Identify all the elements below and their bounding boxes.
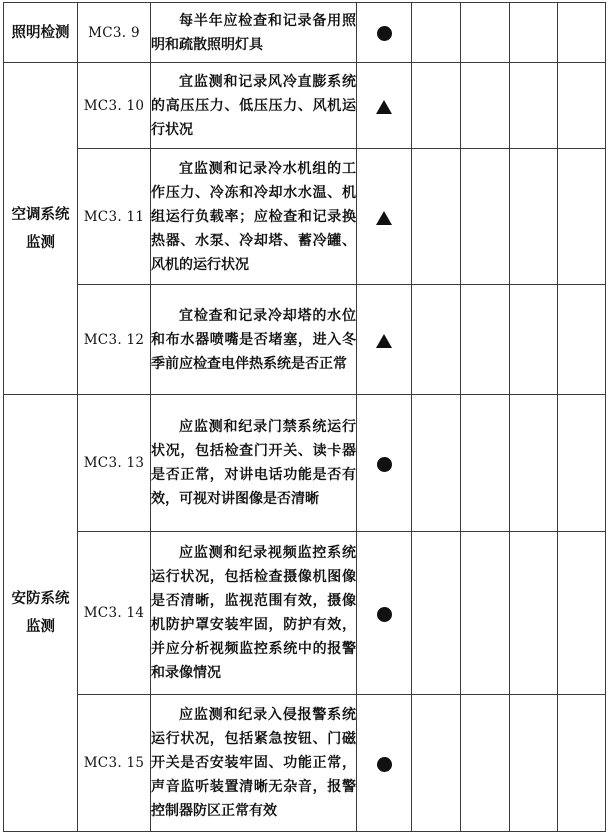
empty-cell <box>412 149 461 285</box>
description-cell <box>151 532 357 695</box>
item-description: 宜监测和记录风冷直膨系统的高压压力、低压压力、风机运行状况 <box>151 73 356 138</box>
empty-cell <box>510 3 558 63</box>
empty-cell <box>461 3 510 63</box>
empty-cell <box>510 532 558 695</box>
table-row <box>4 3 606 63</box>
code-cell <box>78 532 151 695</box>
empty-cell <box>412 63 461 149</box>
item-description: 每半年应检查和记录备用照明和疏散照明灯具 <box>151 12 356 53</box>
empty-cell <box>558 149 606 285</box>
code-cell <box>78 695 151 832</box>
empty-cell <box>412 285 461 395</box>
empty-cell <box>558 63 606 149</box>
description-cell <box>151 63 357 149</box>
item-code: MC3. 15 <box>83 755 145 771</box>
requirement-cell <box>357 395 412 532</box>
table-row <box>4 63 606 149</box>
filled-circle-icon <box>377 457 392 472</box>
table-row <box>4 149 606 285</box>
table-row <box>4 395 606 532</box>
category-cell <box>4 395 78 832</box>
empty-cell <box>558 395 606 532</box>
category-cell <box>4 63 78 395</box>
code-cell <box>78 63 151 149</box>
table-row <box>4 285 606 395</box>
description-cell <box>151 149 357 285</box>
category-cell <box>4 3 78 63</box>
empty-cell <box>510 395 558 532</box>
filled-circle-icon <box>377 26 392 41</box>
empty-cell <box>461 395 510 532</box>
empty-cell <box>558 695 606 832</box>
triangle-icon <box>376 100 392 114</box>
requirement-cell <box>357 63 412 149</box>
category-label: 照明检测 <box>11 24 70 41</box>
maintenance-spec-table <box>3 2 606 832</box>
empty-cell <box>461 695 510 832</box>
empty-cell <box>412 532 461 695</box>
empty-cell <box>510 695 558 832</box>
code-cell <box>78 149 151 285</box>
empty-cell <box>510 63 558 149</box>
item-code: MC3. 11 <box>83 208 145 225</box>
empty-cell <box>558 285 606 395</box>
requirement-cell <box>357 3 412 63</box>
empty-cell <box>412 695 461 832</box>
item-code: MC3. 12 <box>83 331 145 348</box>
empty-cell <box>510 149 558 285</box>
empty-cell <box>461 285 510 395</box>
empty-cell <box>461 63 510 149</box>
requirement-cell <box>357 532 412 695</box>
filled-circle-icon <box>377 757 392 772</box>
item-code: MC3. 10 <box>83 97 145 114</box>
description-cell <box>151 695 357 832</box>
item-description: 应监测和纪录门禁系统运行状况，包括检查门开关、读卡器是否正常，对讲电话功能是否有效，可视对讲图像是否清晰 <box>151 419 356 507</box>
category-label: 空调系统监测 <box>11 206 70 251</box>
item-code: MC3. 14 <box>83 605 145 621</box>
table-row <box>4 532 606 695</box>
description-cell <box>151 285 357 395</box>
empty-cell <box>461 532 510 695</box>
requirement-cell <box>357 149 412 285</box>
item-code: MC3. 13 <box>83 455 145 471</box>
empty-cell <box>558 3 606 63</box>
empty-cell <box>412 395 461 532</box>
code-cell <box>78 3 151 63</box>
description-cell <box>151 395 357 532</box>
item-code: MC3. 9 <box>88 24 140 41</box>
requirement-cell <box>357 695 412 832</box>
empty-cell <box>412 3 461 63</box>
code-cell <box>78 285 151 395</box>
item-description: 应监测和纪录入侵报警系统运行状况，包括紧急按钮、门磁开关是否安装牢固、功能正常，声音监听装置清晰无杂音，报警控制器防区正常有效 <box>151 707 356 819</box>
code-cell <box>78 395 151 532</box>
triangle-icon <box>376 211 392 225</box>
empty-cell <box>510 285 558 395</box>
empty-cell <box>461 149 510 285</box>
item-description: 宜检查和记录冷却塔的水位和布水器喷嘴是否堵塞，进入冬季前应检查电伴热系统是否正常 <box>151 307 356 372</box>
item-description: 应监测和纪录视频监控系统运行状况，包括检查摄像机图像是否清晰，监视范围有效，摄像机防护罩安装牢固，防护有效，并应分析视频监控系统中的报警和录像情况 <box>151 545 356 681</box>
triangle-icon <box>376 334 392 348</box>
filled-circle-icon <box>377 607 392 622</box>
empty-cell <box>558 532 606 695</box>
table-row <box>4 695 606 832</box>
requirement-cell <box>357 285 412 395</box>
category-label: 安防系统监测 <box>11 591 70 635</box>
description-cell <box>151 3 357 63</box>
item-description: 宜监测和记录冷水机组的工作压力、冷冻和冷却水水温、机组运行负载率；应检查和记录换热器、水泵、冷却塔、蓄冷罐、风机的运行状况 <box>151 160 356 273</box>
